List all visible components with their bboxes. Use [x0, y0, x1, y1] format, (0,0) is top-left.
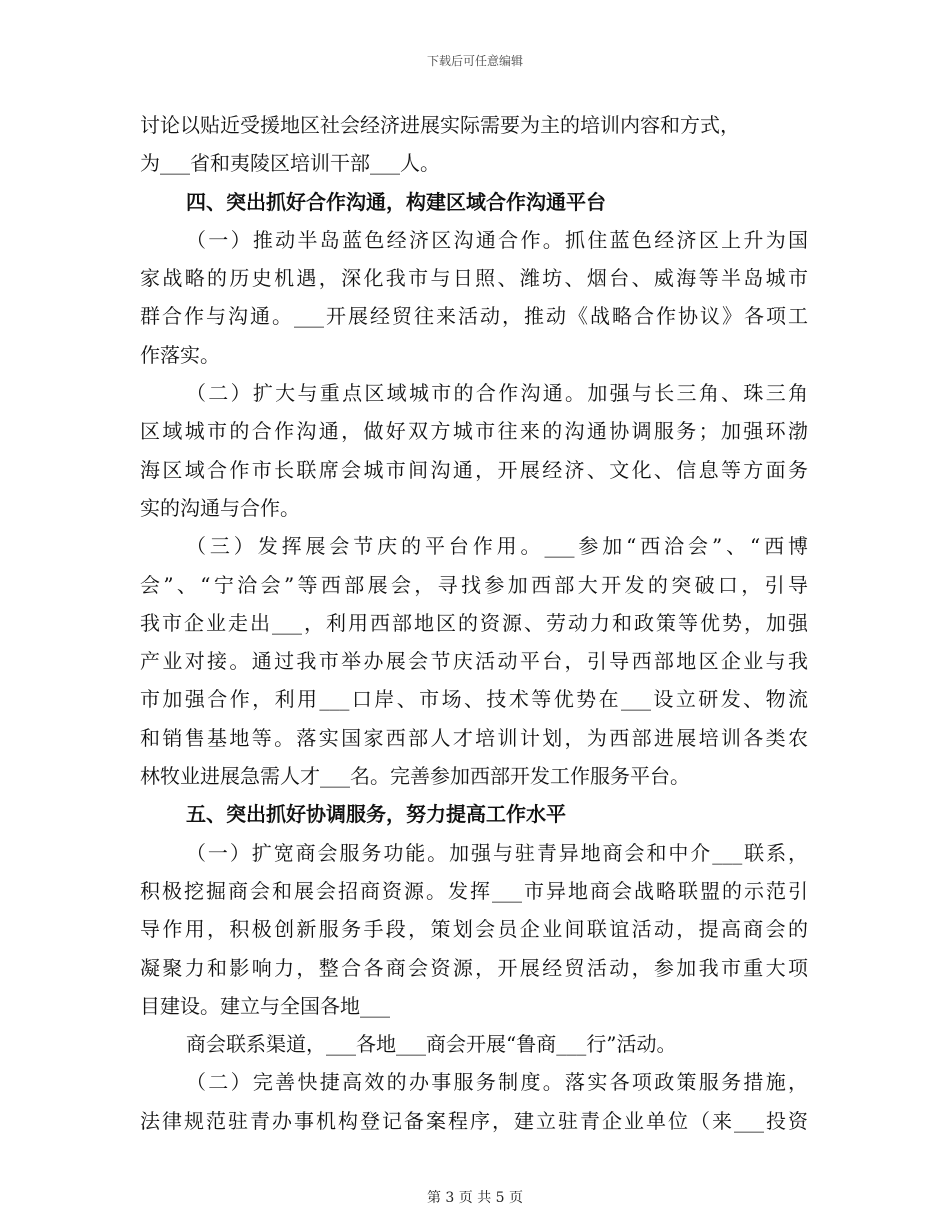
paragraph-line: 会”、“宁洽会”等西部展会，寻找参加西部大开发的突破口，引导: [140, 572, 808, 597]
paragraph-line: 市加强合作，利用___口岸、市场、技术等优势在___设立研发、物流: [140, 687, 808, 712]
paragraph-line: 作落实。: [140, 342, 220, 367]
page-header: 下载后可任意编辑: [426, 54, 523, 68]
paragraph-line: 讨论以贴近受援地区社会经济进展实际需要为主的培训内容和方式，: [140, 113, 740, 137]
paragraph-line: 目建设。建立与全国各地___: [140, 993, 390, 1018]
paragraph-line: 积极挖掘商会和展会招商资源。发挥___市异地商会战略联盟的示范引: [140, 878, 808, 903]
paragraph-line: （二）完善快捷高效的办事服务制度。落实各项政策服务措施，: [186, 1070, 808, 1095]
paragraph-line: 法律规范驻青办事机构登记备案程序，建立驻青企业单位（来___投资: [140, 1108, 808, 1133]
paragraph-line: 区域城市的合作沟通，做好双方城市往来的沟通协调服务；加强环渤: [140, 419, 808, 444]
page-footer: 第 3 页 共 5 页: [426, 1190, 524, 1206]
section-heading: 四、突出抓好合作沟通，构建区域合作沟通平台: [186, 189, 606, 214]
paragraph-line: 商会联系渠道，___各地___商会开展“鲁商___行”活动。: [186, 1032, 677, 1057]
paragraph-line: 家战略的历史机遇，深化我市与日照、潍坊、烟台、威海等半岛城市: [140, 266, 808, 291]
paragraph-line: （一）推动半岛蓝色经济区沟通合作。抓住蓝色经济区上升为国: [186, 227, 808, 252]
document-body: [140, 106, 808, 1140]
paragraph-line: 导作用，积极创新服务手段，策划会员企业间联谊活动，提高商会的: [140, 917, 808, 942]
section-heading: 五、突出抓好协调服务，努力提高工作水平: [186, 802, 566, 827]
paragraph-line: 林牧业进展急需人才___名。完善参加西部开发工作服务平台。: [140, 764, 690, 789]
paragraph-line: 产业对接。通过我市举办展会节庆活动平台，引导西部地区企业与我: [140, 649, 808, 674]
paragraph-line: 凝聚力和影响力，整合各商会资源，开展经贸活动，参加我市重大项: [140, 955, 808, 980]
paragraph-line: （二）扩大与重点区域城市的合作沟通。加强与长三角、珠三角: [186, 381, 808, 406]
paragraph-line: 我市企业走出___，利用西部地区的资源、劳动力和政策等优势，加强: [140, 610, 808, 635]
paragraph-line: 实的沟通与合作。: [140, 495, 300, 520]
paragraph-line: （三）发挥展会节庆的平台作用。___参加“西洽会”、“西博: [186, 534, 808, 559]
paragraph-line: 群合作与沟通。___开展经贸往来活动，推动《战略合作协议》各项工: [140, 304, 808, 329]
paragraph-line: 海区域合作市长联席会城市间沟通，开展经济、文化、信息等方面务: [140, 457, 808, 482]
paragraph-line: （一）扩宽商会服务功能。加强与驻青异地商会和中介___联系，: [186, 840, 808, 865]
paragraph-line: 和销售基地等。落实国家西部人才培训计划，为西部进展培训各类农: [140, 725, 808, 750]
paragraph-line: 为___省和夷陵区培训干部___人。: [140, 151, 440, 176]
